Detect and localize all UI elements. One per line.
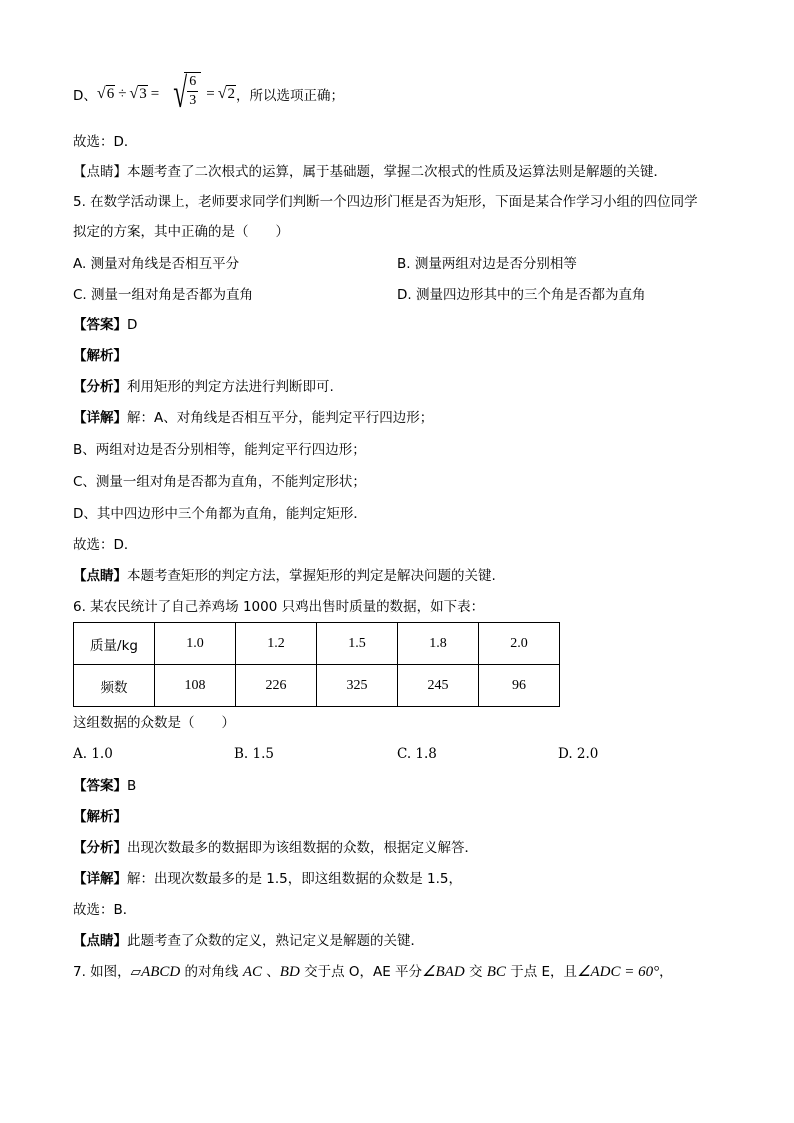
q7-stem: 7. 如图，▱ABCD 的对角线 AC 、BD 交于点 O，AE 平分∠BAD 交 BC 于点 E，且∠ADC = 60°， bbox=[73, 964, 673, 980]
q6-stem: 6. 某农民统计了自己养鸡场 1000 只鸡出售时质量的数据，如下表： bbox=[73, 599, 485, 615]
frequency-table bbox=[73, 622, 560, 707]
q5-c-line: C、测量一组对角是否都为直角，不能判定形状； bbox=[73, 474, 366, 490]
q5-option-a: A. 测量对角线是否相互平分 bbox=[73, 256, 240, 272]
q6-answer: 【答案】B bbox=[73, 778, 137, 794]
table-cell: 1.8 bbox=[398, 623, 479, 665]
table-cell: 325 bbox=[317, 665, 398, 707]
table-cell: 质量/kg bbox=[74, 623, 155, 665]
sqrt-fraction: √ $\frac{6}{3}$ bbox=[164, 72, 201, 116]
equals-sign: = bbox=[150, 85, 160, 102]
q6-fenxi: 【分析】出现次数最多的数据即为该组数据的众数，根据定义解答． bbox=[73, 840, 478, 856]
table-cell: 245 bbox=[398, 665, 479, 707]
table-cell: 1.0 bbox=[155, 623, 236, 665]
table-cell: 1.5 bbox=[317, 623, 398, 665]
math-expression-line bbox=[73, 68, 344, 120]
q6-dianjing: 【点睛】此题考查了众数的定义，熟记定义是解题的关键． bbox=[73, 933, 424, 949]
q6-option-c: C. 1.8 bbox=[397, 746, 437, 762]
q5-fenxi: 【分析】利用矩形的判定方法进行判断即可. bbox=[73, 379, 334, 395]
q6-option-b: B. 1.5 bbox=[234, 746, 274, 762]
table-row bbox=[74, 665, 560, 707]
q5-option-b: B. 测量两组对边是否分别相等 bbox=[397, 256, 577, 272]
q6-option-d: D. 2.0 bbox=[558, 746, 599, 762]
q5-choose: 故选：D． bbox=[73, 537, 138, 553]
table-cell: 频数 bbox=[74, 665, 155, 707]
sqrt-2: √ 2 bbox=[217, 85, 235, 102]
q6-question: 这组数据的众数是（ ） bbox=[73, 715, 235, 731]
q6-xiangjie: 【详解】解：出现次数最多的是 1.5，即这组数据的众数是 1.5， bbox=[73, 871, 463, 887]
sqrt-3: √ 3 bbox=[129, 85, 147, 102]
q5-stem-line2: 拟定的方案，其中正确的是（ ） bbox=[73, 224, 289, 240]
equals-sign-2: = bbox=[206, 85, 215, 102]
q6-option-a: A. 1.0 bbox=[73, 746, 113, 762]
q6-analysis-tag: 【解析】 bbox=[73, 809, 127, 825]
table-cell: 108 bbox=[155, 665, 236, 707]
q5-dianjing: 【点睛】本题考查矩形的判定方法，掌握矩形的判定是解决问题的关键. bbox=[73, 568, 496, 584]
q5-analysis-tag: 【解析】 bbox=[73, 348, 127, 364]
q5-option-d: D. 测量四边形其中的三个角是否都为直角 bbox=[397, 287, 646, 303]
math-suffix: ，所以选项正确； bbox=[235, 88, 344, 104]
q6-choose: 故选：B． bbox=[73, 902, 137, 918]
q5-xiangjie: 【详解】解：A、对角线是否相互平分，能判定平行四边形； bbox=[73, 410, 434, 426]
q5-answer: 【答案】D bbox=[73, 317, 138, 333]
table-cell: 1.2 bbox=[236, 623, 317, 665]
choose-line-q4: 故选：D． bbox=[73, 134, 138, 150]
sqrt-6: √ 6 bbox=[96, 85, 115, 102]
q5-b-line: B、两组对边是否分别相等，能判定平行四边形； bbox=[73, 442, 366, 458]
table-cell: 2.0 bbox=[479, 623, 560, 665]
math-prefix: D、 bbox=[73, 88, 97, 104]
table-row bbox=[74, 623, 560, 665]
dianjing-q4: 【点睛】本题考查了二次根式的运算，属于基础题，掌握二次根式的性质及运算法则是解题的关键． bbox=[73, 164, 667, 180]
table-cell: 226 bbox=[236, 665, 317, 707]
q5-d-line: D、其中四边形中三个角都为直角，能判定矩形． bbox=[73, 506, 367, 522]
q5-option-c: C. 测量一组对角是否都为直角 bbox=[73, 287, 254, 303]
parallelogram-symbol: ▱ bbox=[130, 964, 142, 980]
divide-sign: ÷ bbox=[118, 85, 127, 102]
table-cell: 96 bbox=[479, 665, 560, 707]
q5-stem-line1: 5. 在数学活动课上，老师要求同学们判断一个四边形门框是否为矩形，下面是某合作学习小组的四位同学 bbox=[73, 194, 698, 210]
